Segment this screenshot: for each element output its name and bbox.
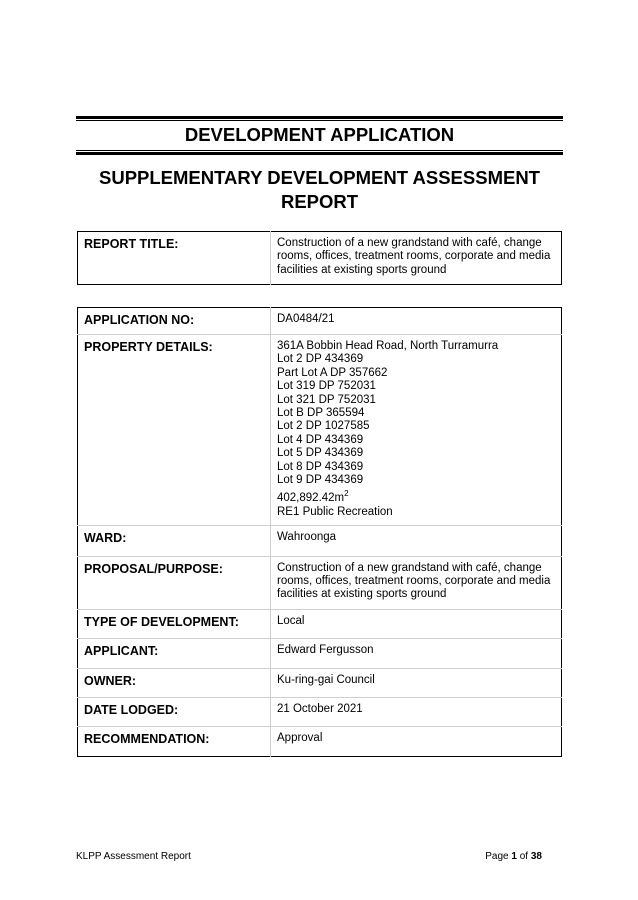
date-lodged-label: DATE LODGED: xyxy=(78,697,271,726)
proposal-label: PROPOSAL/PURPOSE: xyxy=(78,556,271,609)
table-row xyxy=(78,232,562,285)
type-of-development-label: TYPE OF DEVELOPMENT: xyxy=(78,609,271,638)
property-lot: Lot 4 DP 434369 xyxy=(277,433,364,446)
document-subtitle xyxy=(76,166,563,214)
property-address: 361A Bobbin Head Road, North Turramurra xyxy=(277,340,499,352)
table-row xyxy=(78,308,562,335)
property-details-value xyxy=(271,335,562,526)
date-lodged-value: 21 October 2021 xyxy=(271,697,562,726)
property-lot: Part Lot A DP 357662 xyxy=(277,366,388,379)
page-prefix: Page xyxy=(485,851,512,862)
property-area xyxy=(277,487,555,505)
subtitle-line-2: REPORT xyxy=(280,191,359,212)
footer-report-name: KLPP Assessment Report xyxy=(76,851,191,862)
report-title-table xyxy=(77,231,562,285)
application-no-value: DA0484/21 xyxy=(277,313,335,325)
property-lot: Lot B DP 365594 xyxy=(277,407,365,420)
page-of: of xyxy=(516,851,531,862)
footer-page-number xyxy=(485,851,542,862)
recommendation-label: RECOMMENDATION: xyxy=(78,727,271,756)
table-row xyxy=(78,556,562,609)
recommendation-value: Approval xyxy=(271,727,562,756)
property-lot: Lot 319 DP 752031 xyxy=(277,380,376,393)
table-row xyxy=(78,609,562,638)
property-lot: Lot 8 DP 434369 xyxy=(277,460,364,473)
property-lot: Lot 2 DP 1027585 xyxy=(277,420,370,433)
owner-label: OWNER: xyxy=(78,668,271,697)
property-area-superscript: 2 xyxy=(344,489,349,499)
applicant-value: Edward Fergusson xyxy=(271,639,562,668)
document-title: DEVELOPMENT APPLICATION xyxy=(184,124,455,145)
table-row xyxy=(78,668,562,697)
table-row xyxy=(78,639,562,668)
property-lot: Lot 321 DP 752031 xyxy=(277,393,376,406)
subtitle-line-1: SUPPLEMENTARY DEVELOPMENT ASSESSMENT xyxy=(99,167,540,188)
owner-value: Ku-ring-gai Council xyxy=(271,668,562,697)
table-row xyxy=(78,727,562,756)
ward-value: Wahroonga xyxy=(271,526,562,556)
application-details-table xyxy=(77,307,562,757)
table-row xyxy=(78,335,562,526)
report-title-label: REPORT TITLE: xyxy=(78,232,271,285)
proposal-value: Construction of a new grandstand with café, change rooms, offices, treatment rooms, corporate and media facilities at existing sports ground xyxy=(271,556,562,609)
type-of-development-value: Local xyxy=(271,609,562,638)
applicant-label: APPLICANT: xyxy=(78,639,271,668)
property-area-value: 402,892.42m xyxy=(277,492,345,505)
report-title-value: Construction of a new grandstand with café, change rooms, offices, treatment rooms, corporate and media facilities at existing sports ground xyxy=(277,237,551,276)
banner-bottom-thin-rule xyxy=(76,150,563,151)
table-row xyxy=(78,526,562,556)
banner-bottom-rule xyxy=(76,152,563,155)
property-lot: Lot 5 DP 434369 xyxy=(277,447,364,460)
property-details-label: PROPERTY DETAILS: xyxy=(78,335,271,526)
page-total: 38 xyxy=(530,851,542,862)
application-no-label: APPLICATION NO: xyxy=(78,308,271,335)
table-row xyxy=(78,697,562,726)
property-lot: Lot 9 DP 434369 xyxy=(277,474,364,487)
banner-top-rule xyxy=(76,116,563,119)
title-banner xyxy=(76,116,563,155)
property-zoning: RE1 Public Recreation xyxy=(277,505,393,518)
page-current: 1 xyxy=(511,851,517,862)
property-lot: Lot 2 DP 434369 xyxy=(277,353,364,366)
ward-label: WARD: xyxy=(78,526,271,556)
